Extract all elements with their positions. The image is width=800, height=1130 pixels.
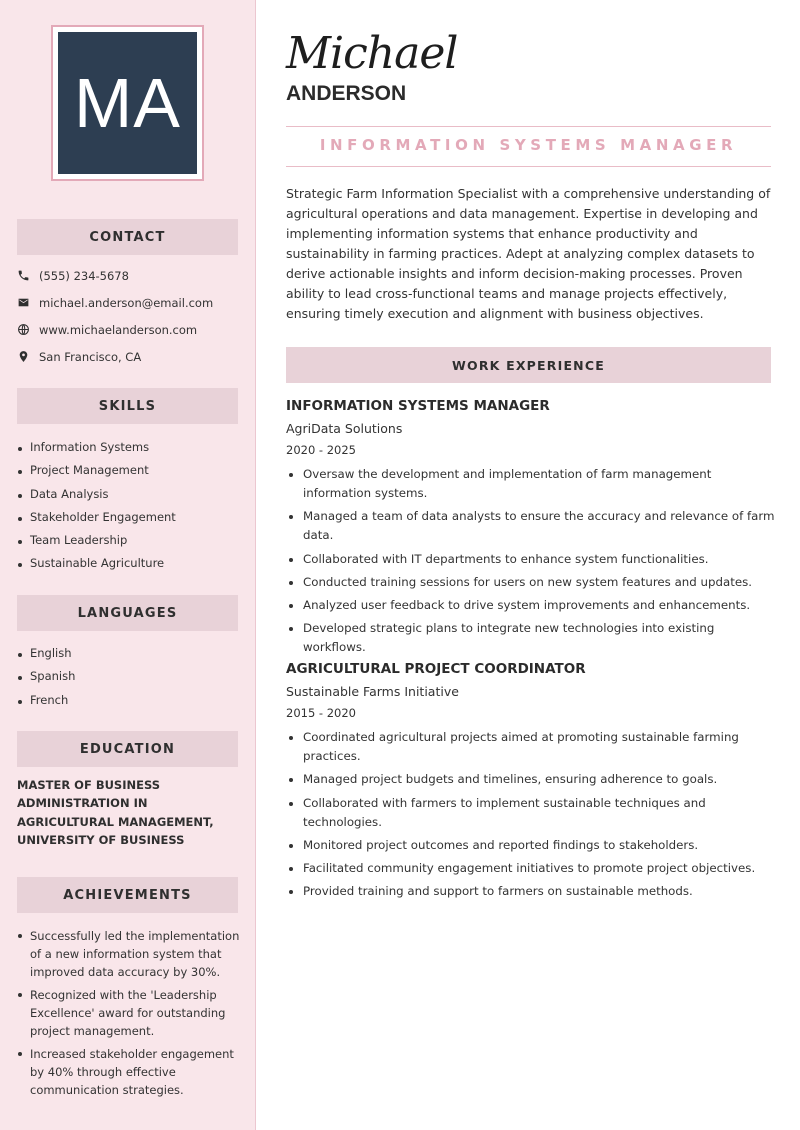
- education-heading: EDUCATION: [17, 731, 238, 767]
- job-title: INFORMATION SYSTEMS MANAGER: [319, 136, 738, 154]
- list-item: Provided training and support to farmers on sustainable methods.: [286, 882, 776, 901]
- list-item: English: [17, 646, 242, 669]
- list-item: Oversaw the development and implementation of farm management information systems.: [286, 465, 776, 503]
- list-item: Team Leadership: [17, 533, 242, 556]
- list-item: Successfully led the implementation of a new information system that improved data accuracy by 30%.: [17, 927, 242, 981]
- list-item: Conducted training sessions for users on new system features and updates.: [286, 573, 776, 592]
- skills-heading: SKILLS: [17, 388, 238, 424]
- education-text: MASTER OF BUSINESS ADMINISTRATION IN AGRICULTURAL MANAGEMENT, UNIVERSITY OF BUSINESS: [17, 778, 214, 847]
- location-text: San Francisco, CA: [39, 349, 142, 364]
- divider-bottom: [286, 166, 771, 167]
- contact-website: [17, 316, 242, 343]
- monogram-frame: [51, 25, 204, 181]
- list-item: Sustainable Agriculture: [17, 556, 242, 579]
- achievements-list: [17, 927, 242, 1104]
- job-company: AgriData Solutions: [286, 421, 403, 436]
- list-item: Collaborated with farmers to implement sustainable techniques and technologies.: [286, 794, 776, 832]
- contact-location: [17, 343, 242, 370]
- list-item: Data Analysis: [17, 487, 242, 510]
- job-dates: 2020 - 2025: [286, 443, 356, 457]
- list-item: Stakeholder Engagement: [17, 510, 242, 533]
- sidebar: [0, 0, 256, 1130]
- email-icon: [17, 296, 39, 310]
- phone-icon: [17, 269, 39, 283]
- location-pin-icon: [17, 350, 39, 364]
- work-experience-heading: WORK EXPERIENCE: [286, 347, 771, 383]
- list-item: Project Management: [17, 463, 242, 486]
- job-dates: 2015 - 2020: [286, 706, 356, 720]
- skills-list: [17, 440, 242, 580]
- list-item: Recognized with the 'Leadership Excellence' award for outstanding project management.: [17, 986, 242, 1040]
- phone-text: (555) 234-5678: [39, 268, 129, 283]
- summary: Strategic Farm Information Specialist with a comprehensive understanding of agricultural operations and data management. Expertise in developing and implementing information systems that enhance productivity and sustainability in farming practices. Adept at analyzing complex datasets to derive actionable insights and inform decision-making processes. Proven ability to lead cross-functional teams and manage projects effectively, ensuring timely execution and alignment with business objectives.: [286, 186, 771, 321]
- divider-top: [286, 126, 771, 127]
- contact-phone: [17, 262, 242, 289]
- job-bullets: [286, 728, 776, 901]
- job-role: AGRICULTURAL PROJECT COORDINATOR: [286, 661, 586, 677]
- list-item: Collaborated with IT departments to enhance system functionalities.: [286, 550, 776, 569]
- job-entry: [286, 395, 776, 662]
- languages-list: [17, 646, 242, 716]
- job-entry: [286, 658, 776, 906]
- contact-heading: CONTACT: [17, 219, 238, 255]
- list-item: Spanish: [17, 669, 242, 692]
- list-item: Monitored project outcomes and reported findings to stakeholders.: [286, 836, 776, 855]
- email-text: michael.anderson@email.com: [39, 295, 214, 310]
- contact-email: [17, 289, 242, 316]
- list-item: Analyzed user feedback to drive system improvements and enhancements.: [286, 596, 776, 615]
- contact-list: [17, 262, 242, 370]
- last-name: ANDERSON: [286, 82, 407, 105]
- list-item: Managed a team of data analysts to ensure the accuracy and relevance of farm data.: [286, 507, 776, 545]
- job-bullets: [286, 465, 776, 657]
- achievements-heading: ACHIEVEMENTS: [17, 877, 238, 913]
- job-role: INFORMATION SYSTEMS MANAGER: [286, 398, 550, 414]
- list-item: Coordinated agricultural projects aimed at promoting sustainable farming practices.: [286, 728, 776, 766]
- globe-icon: [17, 323, 39, 337]
- list-item: Developed strategic plans to integrate new technologies into existing workflows.: [286, 619, 776, 657]
- first-name: Michael: [286, 28, 458, 79]
- list-item: Information Systems: [17, 440, 242, 463]
- languages-heading: LANGUAGES: [17, 595, 238, 631]
- job-company: Sustainable Farms Initiative: [286, 684, 459, 699]
- list-item: Facilitated community engagement initiatives to promote project objectives.: [286, 859, 776, 878]
- monogram: MA: [58, 32, 197, 174]
- list-item: French: [17, 693, 242, 716]
- list-item: Managed project budgets and timelines, ensuring adherence to goals.: [286, 770, 776, 789]
- website-text: www.michaelanderson.com: [39, 322, 198, 337]
- list-item: Increased stakeholder engagement by 40% through effective communication strategies.: [17, 1045, 242, 1099]
